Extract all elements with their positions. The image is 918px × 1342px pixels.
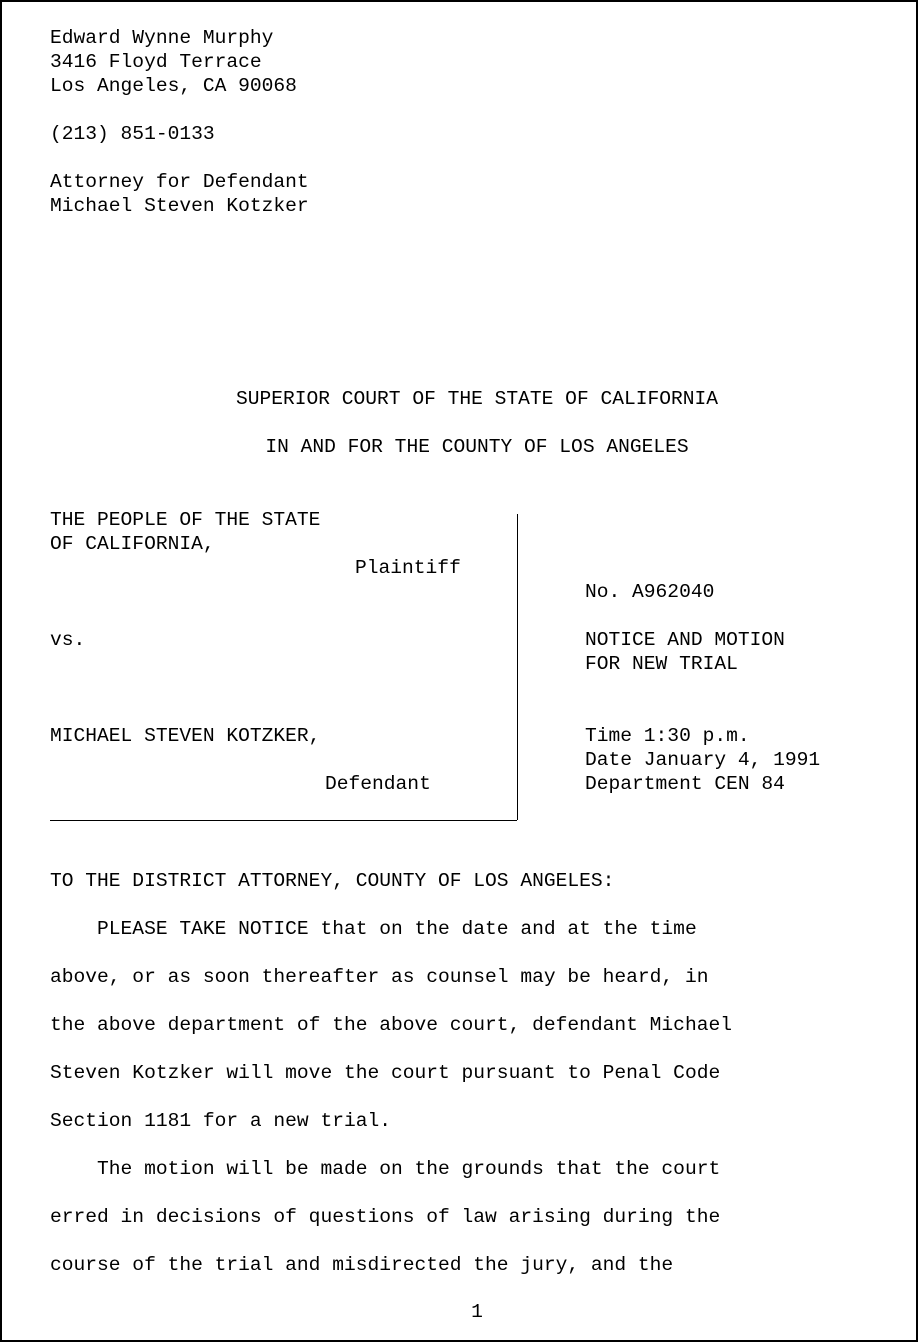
defendant-name: MICHAEL STEVEN KOTZKER, (50, 725, 321, 747)
body-line: The motion will be made on the grounds that the court (50, 1158, 721, 1180)
page-number: 1 (471, 1301, 483, 1323)
document-title-line2: FOR NEW TRIAL (585, 653, 738, 675)
plaintiff-line1: THE PEOPLE OF THE STATE (50, 509, 321, 531)
attorney-city: Los Angeles, CA 90068 (50, 75, 297, 97)
body-line: Section 1181 for a new trial. (50, 1110, 391, 1132)
court-title: SUPERIOR COURT OF THE STATE OF CALIFORNIA (235, 388, 719, 410)
salutation: TO THE DISTRICT ATTORNEY, COUNTY OF LOS ANGELES: (50, 870, 615, 892)
hearing-time: Time 1:30 p.m. (585, 725, 750, 747)
attorney-client: Michael Steven Kotzker (50, 195, 309, 217)
body-line: the above department of the above court, defendant Michael (50, 1014, 732, 1036)
body-line: above, or as soon thereafter as counsel may be heard, in (50, 966, 709, 988)
hearing-department: Department CEN 84 (585, 773, 785, 795)
attorney-name: Edward Wynne Murphy (50, 27, 274, 49)
document-title-line1: NOTICE AND MOTION (585, 629, 785, 651)
court-county: IN AND FOR THE COUNTY OF LOS ANGELES (265, 436, 689, 458)
case-number: No. A962040 (585, 581, 715, 603)
body-line: Steven Kotzker will move the court pursuant to Penal Code (50, 1062, 721, 1084)
plaintiff-label: Plaintiff (355, 557, 461, 579)
plaintiff-line2: OF CALIFORNIA, (50, 533, 215, 555)
body-line: course of the trial and misdirected the jury, and the (50, 1254, 674, 1276)
body-line: erred in decisions of questions of law arising during the (50, 1206, 721, 1228)
body-line: PLEASE TAKE NOTICE that on the date and at the time (50, 918, 697, 940)
defendant-label: Defendant (325, 773, 431, 795)
attorney-role: Attorney for Defendant (50, 171, 309, 193)
hearing-date: Date January 4, 1991 (585, 749, 821, 771)
caption-horizontal-divider (50, 820, 517, 821)
attorney-phone: (213) 851-0133 (50, 123, 215, 145)
caption-vertical-divider (517, 514, 518, 820)
versus: vs. (50, 629, 86, 651)
attorney-street: 3416 Floyd Terrace (50, 51, 262, 73)
